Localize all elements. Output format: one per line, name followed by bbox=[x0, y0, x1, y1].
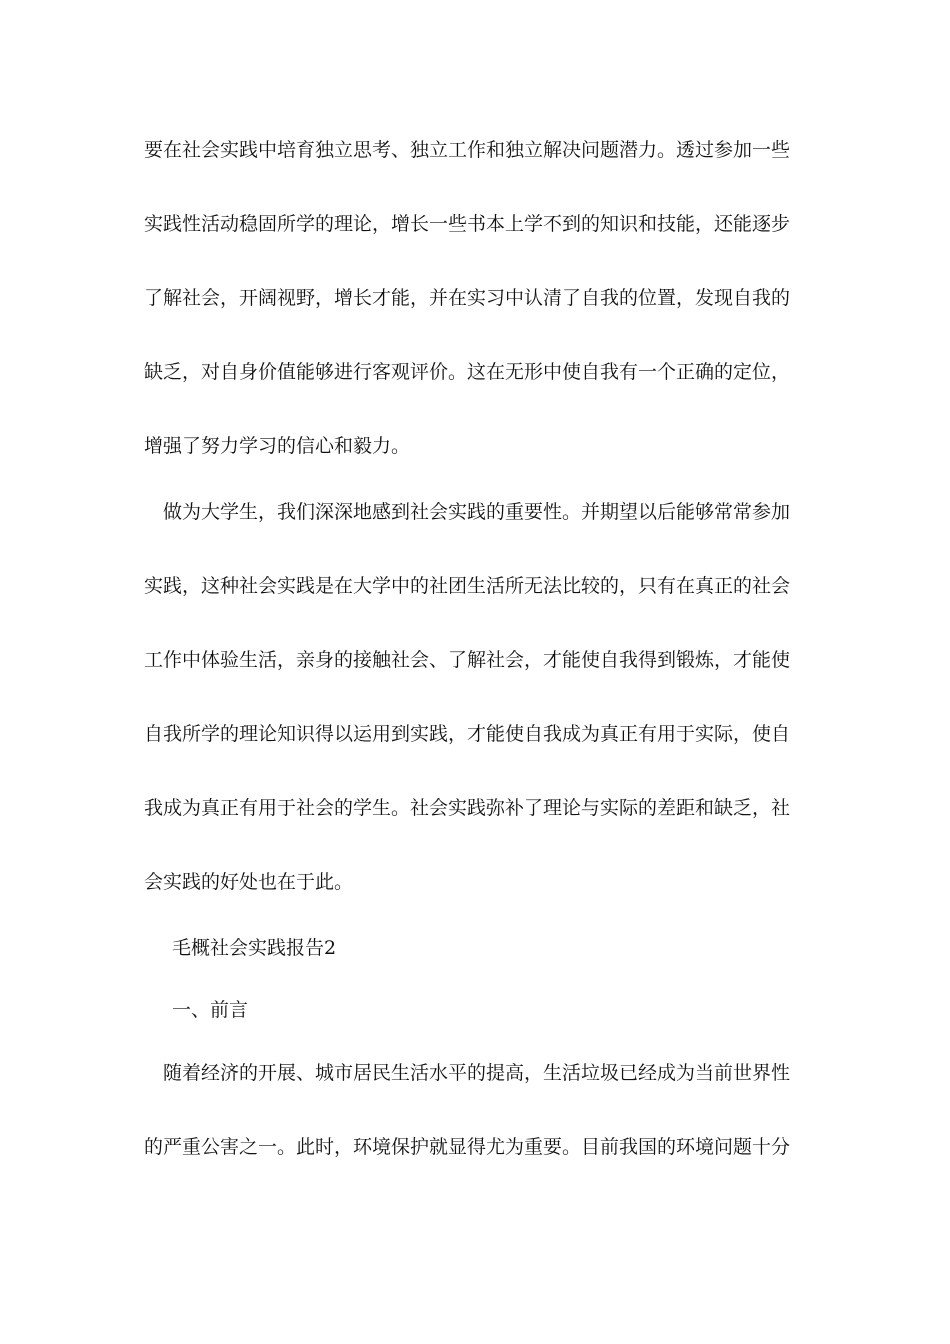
paragraph-line: 缺乏，对自身价值能够进行客观评价。这在无形中使自我有一个正确的定位， bbox=[144, 361, 791, 383]
report-title: 毛概社会实践报告2 bbox=[172, 937, 337, 959]
paragraph-line: 要在社会实践中培育独立思考、独立工作和独立解决问题潜力。透过参加一些 bbox=[144, 139, 791, 161]
paragraph-line: 自我所学的理论知识得以运用到实践，才能使自我成为真正有用于实际，使自 bbox=[144, 723, 791, 745]
paragraph-line: 工作中体验生活，亲身的接触社会、了解社会，才能使自我得到锻炼，才能使 bbox=[144, 649, 791, 671]
paragraph-line: 实践，这种社会实践是在大学中的社团生活所无法比较的，只有在真正的社会 bbox=[144, 575, 791, 597]
paragraph-line: 实践性活动稳固所学的理论，增长一些书本上学不到的知识和技能，还能逐步 bbox=[144, 213, 791, 235]
paragraph-social-practice-benefits bbox=[144, 113, 804, 483]
paragraph-preface bbox=[144, 1036, 804, 1184]
paragraph-line: 做为大学生，我们深深地感到社会实践的重要性。并期望以后能够常常参加 bbox=[144, 501, 791, 523]
section-heading: 一、前言 bbox=[172, 999, 249, 1021]
paragraph-line: 会实践的好处也在于此。 bbox=[144, 871, 354, 893]
paragraph-line: 了解社会，开阔视野，增长才能，并在实习中认清了自我的位置，发现自我的 bbox=[144, 287, 791, 309]
paragraph-line: 的严重公害之一。此时，环境保护就显得尤为重要。目前我国的环境问题十分 bbox=[144, 1136, 791, 1158]
paragraph-importance-of-practice bbox=[144, 475, 804, 919]
paragraph-line: 随着经济的开展、城市居民生活水平的提高，生活垃圾已经成为当前世界性 bbox=[144, 1062, 791, 1084]
paragraph-line: 增强了努力学习的信心和毅力。 bbox=[144, 435, 411, 457]
paragraph-line: 我成为真正有用于社会的学生。社会实践弥补了理论与实际的差距和缺乏，社 bbox=[144, 797, 791, 819]
